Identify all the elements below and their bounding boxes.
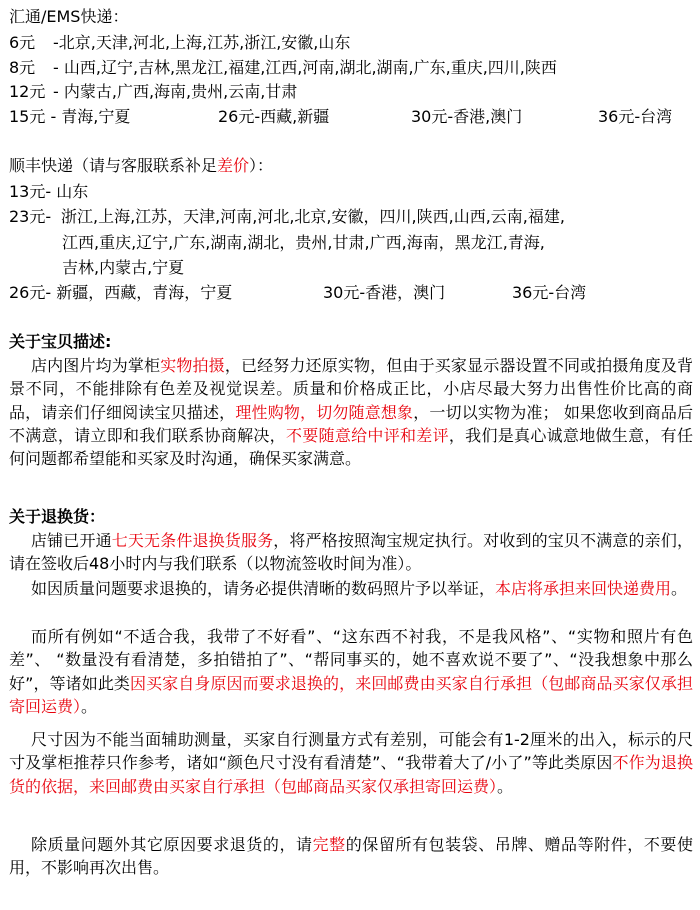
text-run: 。 xyxy=(671,579,688,598)
ems-rate-item: 30元-香港,澳门 xyxy=(411,107,523,126)
sf-rate-item: 36元-台湾 xyxy=(512,283,587,302)
sf-rate-row-remote xyxy=(9,282,699,304)
ems-regions: - 山西,辽宁,吉林,黑龙江,福建,江西,河南,湖北,湖南,广东,重庆,四川,陕西 xyxy=(53,58,557,77)
returns-paragraph-1 xyxy=(9,529,693,576)
returns-paragraph-4 xyxy=(9,728,693,798)
text-run: 如因质量问题要求退换的，请务必提供清晰的数码照片予以举证， xyxy=(31,579,496,598)
text-run: ，将严格按照淘宝规定执行。对收到的宝贝不满意的亲们，请在签收后48小时内与我们联系（以物流签收时间为准）。 xyxy=(9,531,693,574)
text-run: 。 xyxy=(497,776,514,796)
description-heading: 关于宝贝描述: xyxy=(9,332,112,351)
ems-price: 12元 xyxy=(9,82,46,101)
ems-title: 汇通/EMS快递： xyxy=(9,7,129,26)
sf-rate-item: 26元- 新疆，西藏，青海，宁夏 xyxy=(9,283,233,302)
sf-price: 23元- xyxy=(9,207,52,226)
sf-rate-row: 13元- 山东 xyxy=(9,182,89,201)
ems-regions: - 内蒙古,广西,海南,贵州,云南,甘肃 xyxy=(53,82,298,101)
ems-rate-item: 26元-西藏,新疆 xyxy=(218,107,330,126)
highlight-run: 不要随意给中评和差评 xyxy=(285,425,449,445)
text-run: 而所有例如“不适合我，我带了不好看”、“这东西不衬我，不是我风格”、“实物和照片有色差”、 “数量没有看清楚，多拍错拍了”、“帮同事买的，她不喜欢说不要了”、“没我想象中那么好”，等诸如此类 xyxy=(9,627,693,693)
sf-regions-cont: 吉林,内蒙古,宁夏 xyxy=(62,258,185,277)
highlight-run: 不作为退换货的依据，来回邮费由买家自行承担（包邮商品买家仅承担寄回运费） xyxy=(9,753,693,796)
sf-rate-row xyxy=(9,206,565,228)
description-paragraph xyxy=(9,354,693,470)
highlight-run: 完整 xyxy=(312,835,346,854)
ems-price: 6元 xyxy=(9,33,36,52)
ems-rate-row xyxy=(9,81,297,103)
sf-regions-cont: 江西,重庆,辽宁,广东,湖南,湖北，贵州,甘肃,广西,海南，黑龙江,青海, xyxy=(62,233,545,252)
text-run: 店内图片均为掌柜 xyxy=(31,356,161,375)
sf-title xyxy=(9,155,273,177)
text-run: ，已经努力还原实物，但由于买家显示器设置不同或拍摄角度及背景不同，不能排除有色差及视觉误差。质量和价格成正比，小店尽最大努力出售性价比高的商品，请亲们仔细阅读宝贝描述， xyxy=(9,356,693,422)
returns-heading: 关于退换货： xyxy=(9,507,106,526)
text-run: 。 xyxy=(81,696,98,716)
text-run: ，一切以实物为准； 如果您收到商品后不满意，请立即和我们联系协商解决， xyxy=(9,402,693,445)
ems-price: 8元 xyxy=(9,58,36,77)
ems-regions: -北京,天津,河北,上海,江苏,浙江,安徽,山东 xyxy=(53,33,351,52)
sf-regions: 浙江,上海,江苏，天津,河南,河北,北京,安徽，四川,陕西,山西,云南,福建, xyxy=(61,207,565,226)
returns-paragraph-2 xyxy=(9,577,693,600)
ems-rate-row xyxy=(9,57,557,79)
sf-title-highlight: 差价 xyxy=(217,156,250,175)
returns-paragraph-3 xyxy=(9,625,693,718)
highlight-run: 因买家自身原因而要求退换的，来回邮费由买家自行承担（包邮商品买家仅承担寄回运费） xyxy=(9,673,693,716)
text-run: 的保留所有包装袋、吊牌、赠品等附件，不要使用，不影响再次出售。 xyxy=(9,835,693,878)
text-run: ，我们是真心诚意地做生意，有任何问题都希望能和买家及时沟通，确保买家满意。 xyxy=(9,425,693,469)
text-run: 除质量问题外其它原因要求退货的，请 xyxy=(31,835,313,854)
highlight-run: 本店将承担来回快递费用 xyxy=(495,579,672,598)
ems-rate-row-remote xyxy=(9,106,699,128)
sf-rate-item: 30元-香港，澳门 xyxy=(323,283,446,302)
sf-title-suffix: ）： xyxy=(249,156,274,175)
ems-rate-row xyxy=(9,32,350,54)
text-run: 店铺已开通 xyxy=(31,531,112,550)
returns-paragraph-5 xyxy=(9,833,693,880)
ems-rate-item: 36元-台湾 xyxy=(598,107,673,126)
highlight-run: 七天无条件退换货服务 xyxy=(111,531,274,550)
highlight-run: 实物拍摄 xyxy=(160,356,225,375)
highlight-run: 理性购物，切勿随意想象 xyxy=(235,402,414,422)
sf-title-text: 顺丰快递（请与客服联系补足 xyxy=(9,156,218,175)
ems-rate-item: 15元 - 青海,宁夏 xyxy=(9,107,131,126)
text-run: 尺寸因为不能当面辅助测量，买家自行测量方式有差别，可能会有1-2厘米的出入，标示的尺寸及掌柜推荐只作参考，诸如“颜色尺寸没有看清楚”、“我带着大了/小了”等此类原因 xyxy=(9,730,693,773)
